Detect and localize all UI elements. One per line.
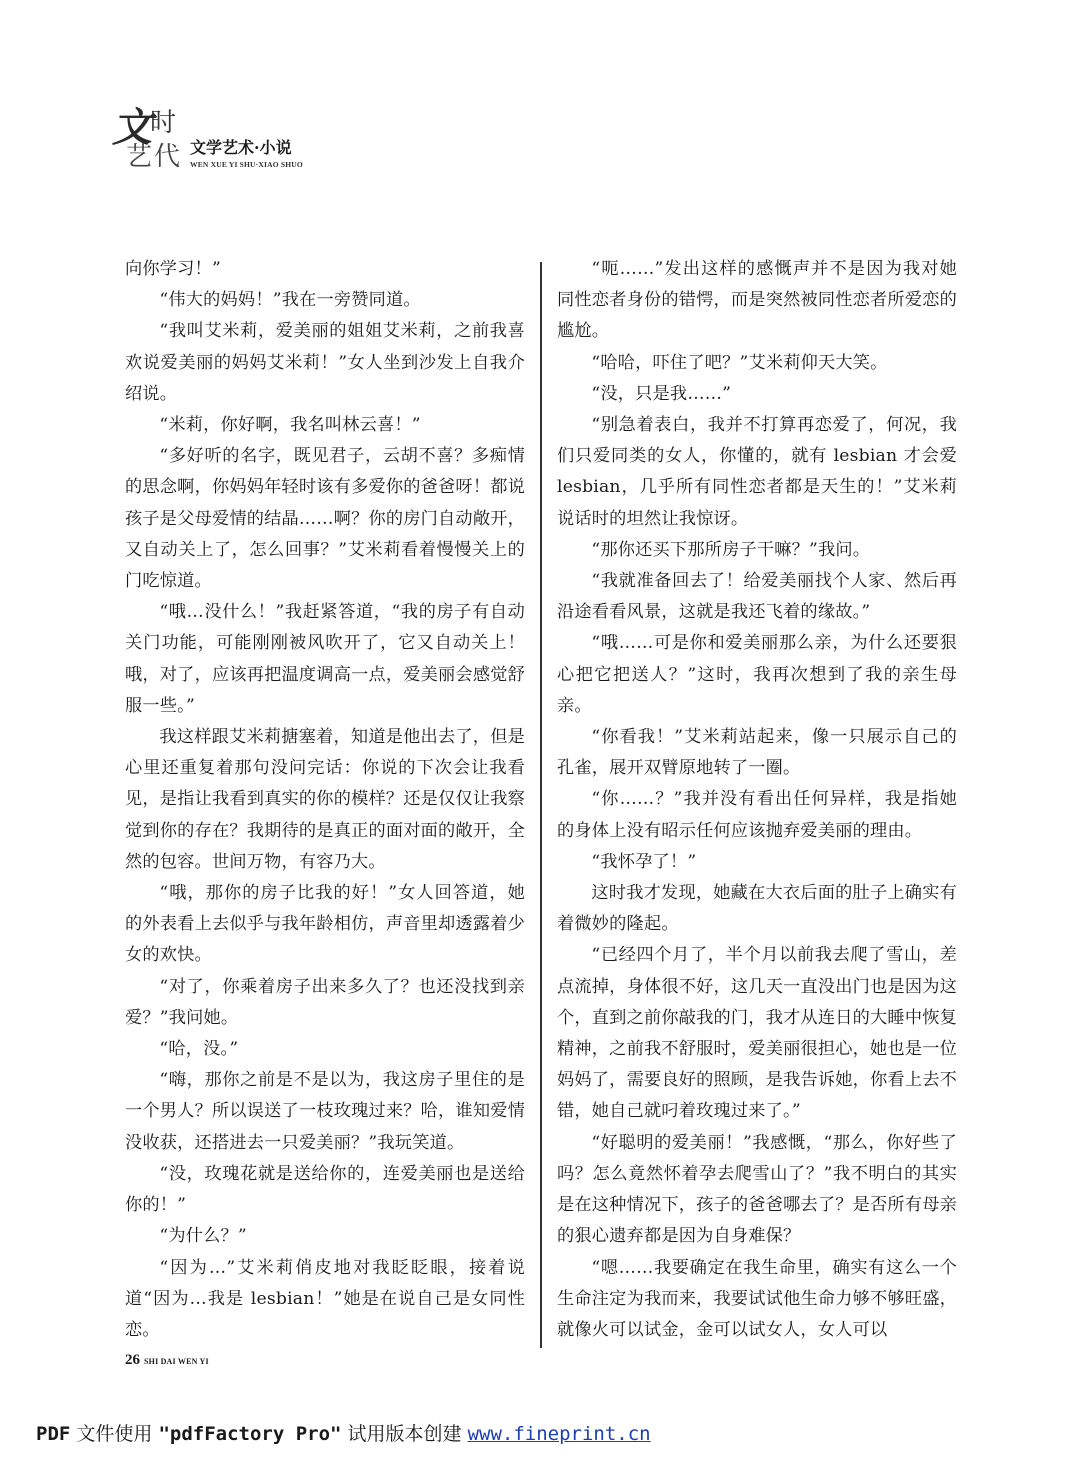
paragraph: “米莉，你好啊，我名叫林云喜！” [159, 415, 421, 436]
paragraph: “嗯……我要确定在我生命里，确实有这么一个生命注定为我而来，我要试试他生命力够不够旺盛，就像火可以试金，金可以试女人，女人可以 [557, 1257, 957, 1340]
pdf-watermark [36, 1420, 651, 1448]
paragraph: 向你学习！” [125, 259, 221, 279]
watermark-text-1: 文件使用 [76, 1423, 153, 1445]
paragraph: “已经四个月了，半个月以前我去爬了雪山，差点流掉，身体很不好，这几天一直没出门也是因为这个，直到之前你敲我的门，我才从连日的大睡中恢复精神，之前我不舒服时，爱美丽很担心，她也是一位妈妈了，需要良好的照顾，是我告诉她，你看上去不错，她自己就叼着玫瑰过来了。” [557, 945, 957, 1122]
watermark-text-2: 试用版本创建 [347, 1423, 462, 1445]
paragraph: “伟大的妈妈！”我在一旁赞同道。 [159, 290, 421, 311]
left-column [125, 254, 525, 1346]
logo-char-dai: 代 [154, 142, 181, 172]
section-title: 文学艺术·小说 [190, 138, 292, 157]
page-number: 26 [125, 1352, 140, 1368]
paragraph: “哦，那你的房子比我的好！”女人回答道，她的外表看上去似乎与我年龄相仿，声音里却透露着少女的欢快。 [125, 883, 525, 966]
paragraph: “对了，你乘着房子出来多久了？也还没找到亲爱？”我问她。 [125, 976, 525, 1028]
paragraph: “哦…没什么！”我赶紧答道，“我的房子有自动关门功能，可能刚刚被风吹开了，它又自动关上！哦，对了，应该再把温度调高一点，爱美丽会感觉舒服一些。” [125, 602, 525, 716]
logo-char-yi: 艺 [126, 142, 153, 172]
paragraph: “哦……可是你和爱美丽那么亲，为什么还要狠心把它把送人？”这时，我再次想到了我的亲生母亲。 [557, 633, 957, 716]
paragraph: “没，只是我……” [591, 383, 732, 404]
paragraph: “呃……”发出这样的感慨声并不是因为我对她同性恋者身份的错愕，而是突然被同性恋者所爱恋的尴尬。 [557, 259, 957, 342]
paragraph: “我叫艾米莉，爱美丽的姐姐艾米莉，之前我喜欢说爱美丽的妈妈艾米莉！”女人坐到沙发上自我介绍说。 [125, 321, 525, 404]
paragraph: “好聪明的爱美丽！”我感慨，“那么，你好些了吗？怎么竟然怀着孕去爬雪山了？”我不明白的其实是在这种情况下，孩子的爸爸哪去了？是否所有母亲的狠心遗弃都是因为自身难保？ [557, 1132, 957, 1247]
logo-char-wen: 文 [112, 104, 152, 151]
paragraph: “你看我！”艾米莉站起来，像一只展示自己的孔雀，展开双臂原地转了一圈。 [557, 727, 957, 779]
magazine-name: SHI DAI WEN YI [144, 1357, 209, 1366]
watermark-product: "pdfFactory Pro" [158, 1423, 342, 1445]
paragraph: 我这样跟艾米莉搪塞着，知道是他出去了，但是心里还重复着那句没问完话：你说的下次会让我看见，是指让我看到真实的你的模样？还是仅仅让我察觉到你的存在？我期待的是真正的面对面的敞开，全然的包容。世间万物，有容乃大。 [125, 727, 525, 872]
paragraph: “因为…”艾米莉俏皮地对我眨眨眼，接着说道“因为…我是 lesbian！”她是在说自己是女同性恋。 [125, 1257, 525, 1340]
section-subtitle: WEN XUE YI SHU·XIAO SHUO [190, 160, 303, 169]
paragraph: 这时我才发现，她藏在大衣后面的肚子上确实有着微妙的隆起。 [557, 883, 957, 935]
paragraph: “我就准备回去了！给爱美丽找个人家、然后再沿途看看风景，这就是我还飞着的缘故。” [557, 571, 957, 623]
magazine-logo [112, 104, 187, 172]
paragraph: “别急着表白，我并不打算再恋爱了，何况，我们只爱同类的女人，你懂的，就有 lesbian 才会爱 lesbian，几乎所有同性恋者都是天生的！”艾米莉说话时的坦然让我惊讶。 [557, 415, 957, 529]
paragraph: “嗨，那你之前是不是以为，我这房子里住的是一个男人？所以误送了一枝玫瑰过来？哈，谁知爱情没收获，还搭进去一只爱美丽？”我玩笑道。 [125, 1070, 525, 1153]
watermark-prefix: PDF [36, 1423, 71, 1445]
paragraph: “你……？”我并没有看出任何异样，我是指她的身体上没有昭示任何应该抛弃爱美丽的理由。 [557, 789, 957, 841]
paragraph: “哈哈，吓住了吧？”艾米莉仰天大笑。 [591, 352, 888, 373]
paragraph: “没，玫瑰花就是送给你的，连爱美丽也是送给你的！” [125, 1163, 525, 1216]
page-number-line [125, 1352, 209, 1369]
paragraph: “为什么？” [159, 1226, 247, 1247]
watermark-link[interactable]: www.fineprint.cn [467, 1423, 651, 1445]
paragraph: “那你还买下那所房子干嘛？”我问。 [591, 539, 871, 560]
logo-char-shi: 时 [150, 108, 177, 138]
paragraph: “我怀孕了！” [591, 851, 697, 872]
right-column [557, 254, 957, 1346]
column-divider [540, 262, 542, 1348]
paragraph: “多好听的名字，既见君子，云胡不喜？多痴情的思念啊，你妈妈年轻时该有多爱你的爸爸呀！都说孩子是父母爱情的结晶……啊？你的房门自动敞开，又自动关上了，怎么回事？”艾米莉看着慢慢关上的门吃惊道。 [125, 446, 525, 592]
paragraph: “哈，没。” [159, 1039, 239, 1060]
